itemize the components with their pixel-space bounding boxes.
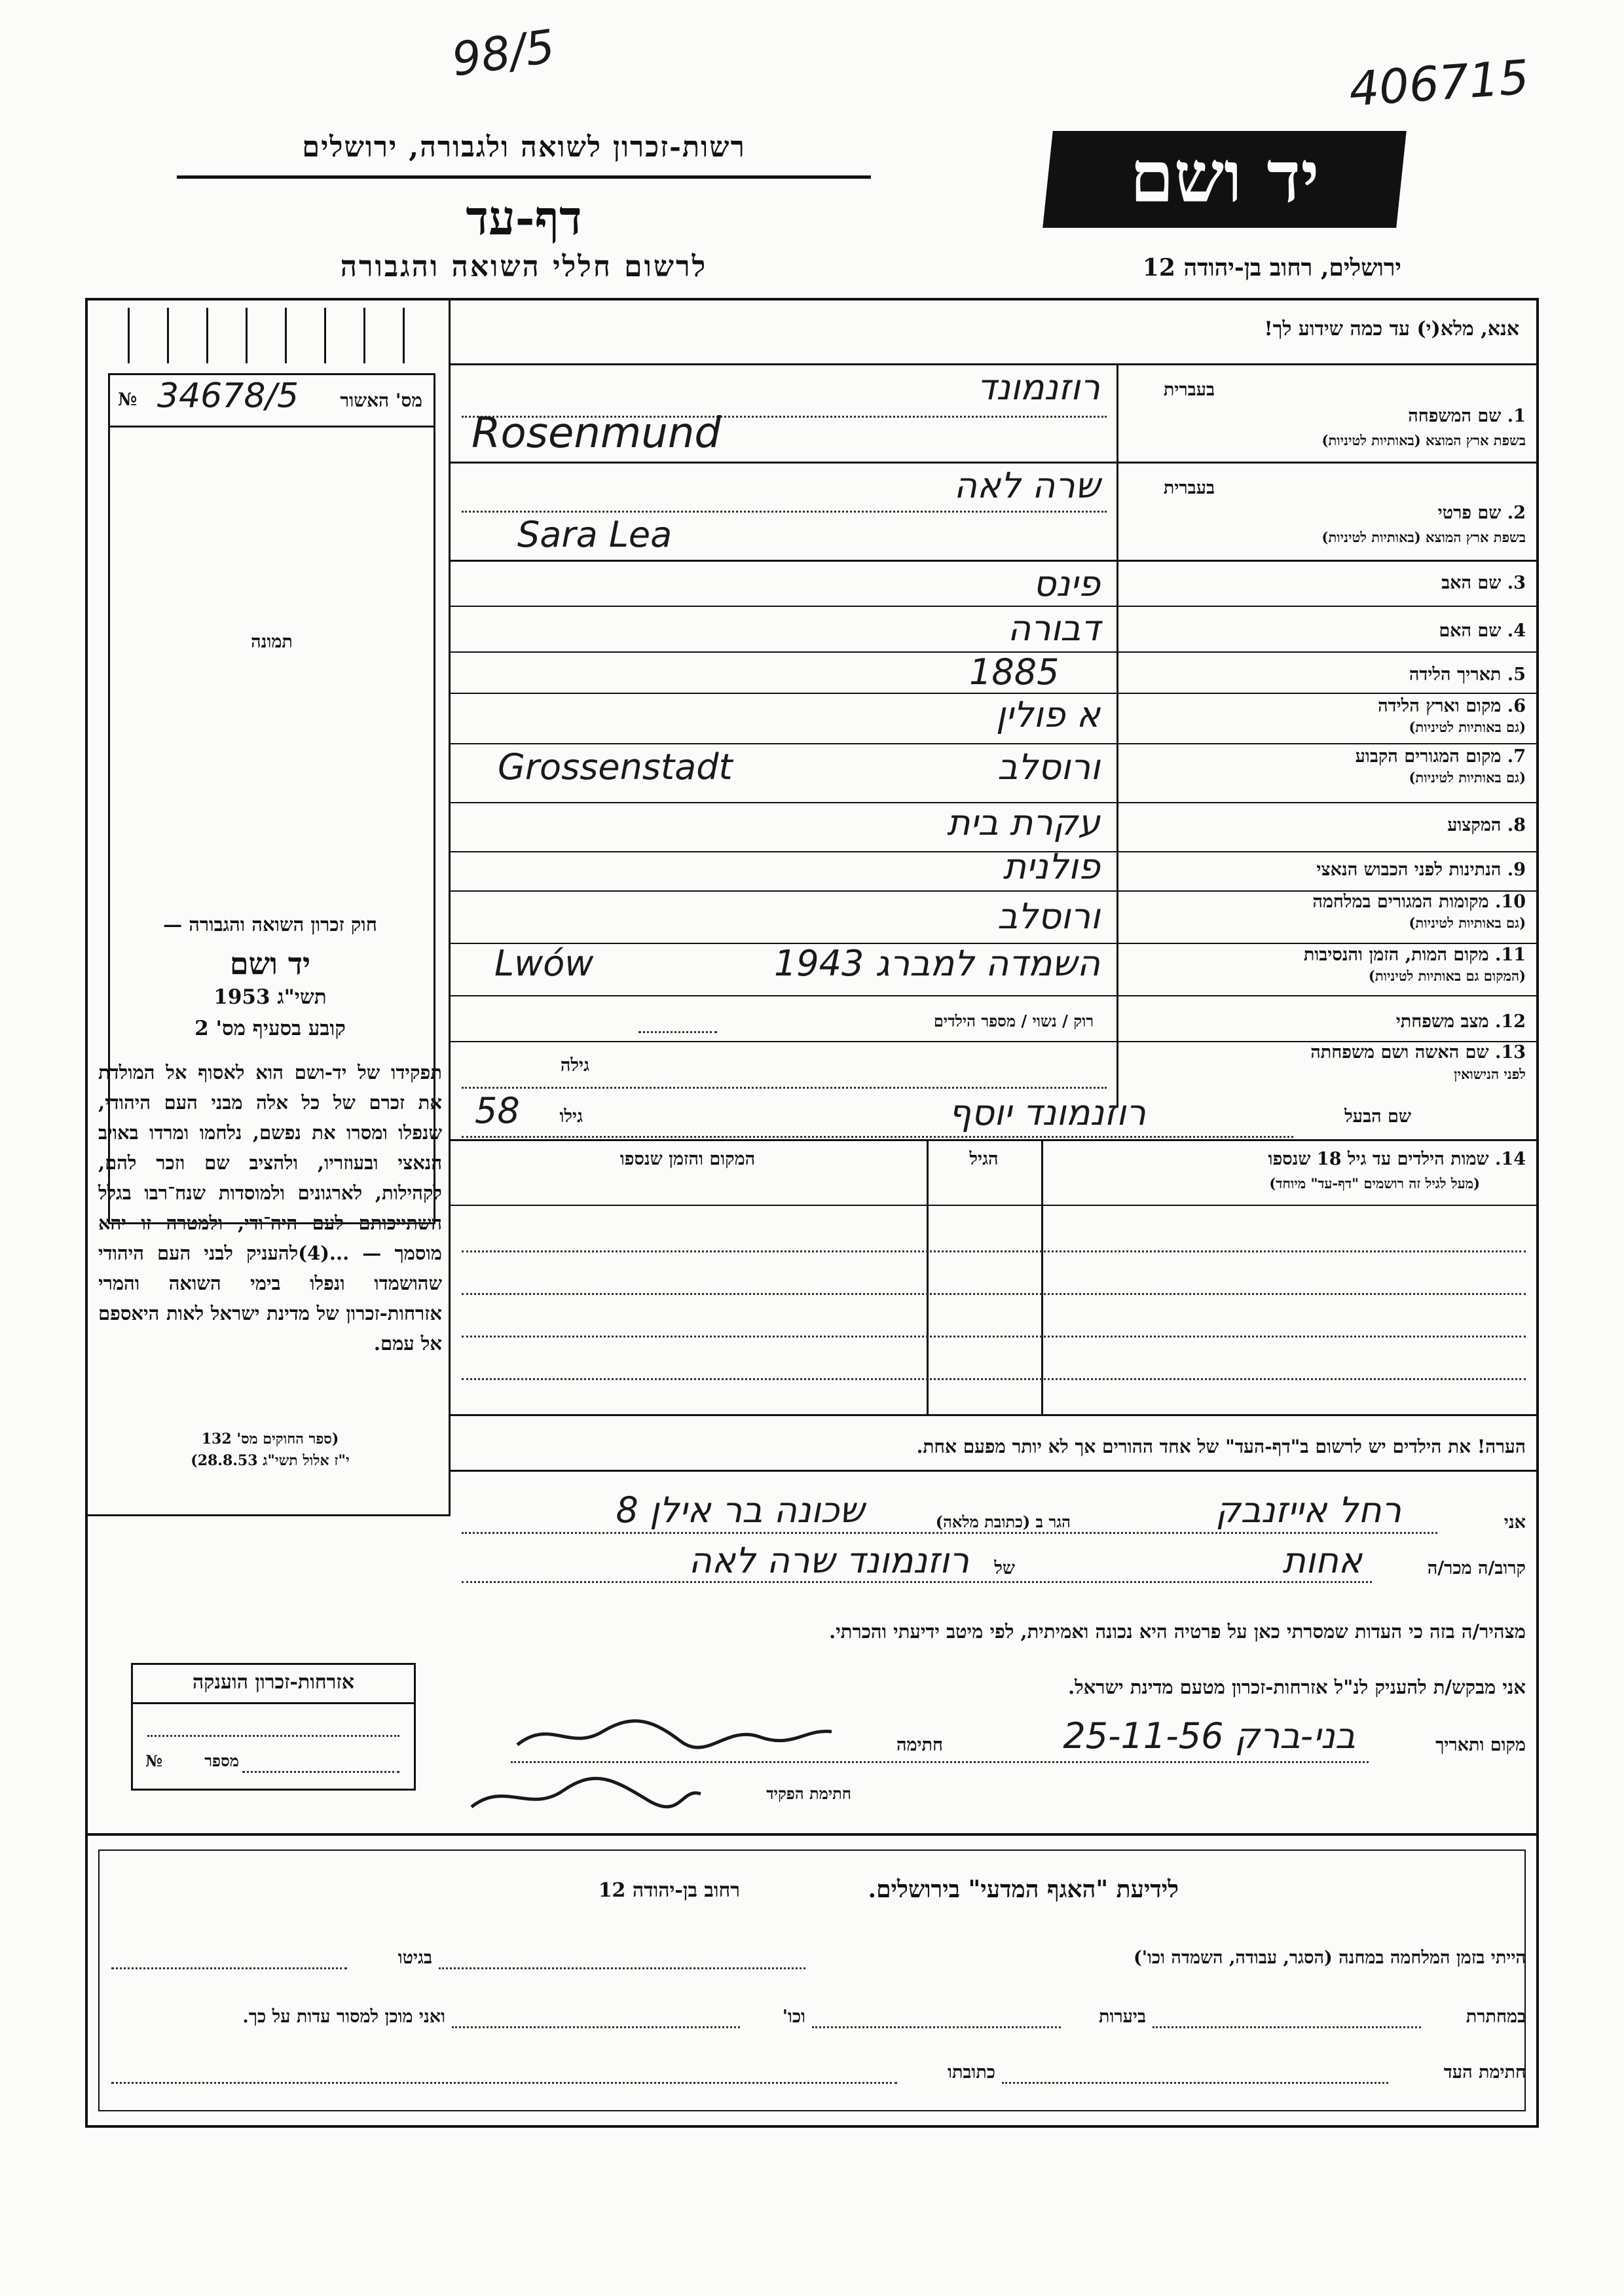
row1-rule bbox=[449, 462, 1539, 464]
footer-line1-end: בגיטו bbox=[397, 1948, 432, 1968]
first-name-hebrew[interactable]: שרה לאה bbox=[953, 465, 1100, 506]
row3-rule bbox=[449, 606, 1539, 607]
declarant-line bbox=[462, 1532, 1437, 1534]
footer-line2-c-fill[interactable] bbox=[452, 2026, 740, 2028]
footer-line2-c: וכו' bbox=[782, 2007, 805, 2027]
declarant-label: אני bbox=[1504, 1512, 1526, 1533]
law-source-1: (ספר החוקים מס' 132 bbox=[201, 1430, 339, 1448]
photo-label: תמונה bbox=[251, 632, 293, 652]
citizenship-line-1 bbox=[147, 1735, 399, 1737]
husband-name-line bbox=[462, 1136, 1293, 1138]
children-col-divider-2 bbox=[927, 1139, 929, 1414]
children-row-1 bbox=[462, 1250, 1526, 1252]
birth-place-value[interactable]: א פולין bbox=[995, 694, 1100, 735]
law-clause: קובע בסעיף מס' 2 bbox=[194, 1017, 346, 1040]
request-text: אני מבקש/ת להעניק לנ"ל אזרחות-זכרון מטעם מדינת ישראל. bbox=[1067, 1676, 1526, 1698]
children-label: 14. שמות הילדים עד גיל 18 שנספו bbox=[1268, 1149, 1526, 1169]
row11-rule bbox=[449, 995, 1539, 996]
mother-name-label: 4. שם האם bbox=[1439, 621, 1526, 641]
children-header-rule bbox=[449, 1205, 1539, 1206]
footer-line2-b-fill[interactable] bbox=[812, 2026, 1061, 2028]
footer-address: רחוב בן-יהודה 12 bbox=[598, 1879, 740, 1902]
form-intro: אנא, מלא(י) עד כמה שידוע לך! bbox=[1264, 318, 1519, 340]
official-signature-mark[interactable] bbox=[458, 1768, 707, 1820]
children-count-line bbox=[638, 1031, 717, 1033]
footer-line1-fill[interactable] bbox=[439, 1967, 805, 1969]
footer-line2-b: ביערות bbox=[1098, 2007, 1146, 2027]
relation-label: קרוב/ה מכר/ה bbox=[1427, 1558, 1526, 1578]
death-place-latin[interactable]: Lwów bbox=[494, 943, 594, 984]
row2-rule bbox=[449, 560, 1539, 562]
citizenship-before-label: 9. הנתינות לפני הכבוש הנאצי bbox=[1316, 860, 1526, 880]
marital-status-options: רוק / נשוי / מספר הילדים bbox=[933, 1011, 1094, 1030]
stamp-number: 98/5 bbox=[449, 19, 559, 87]
form-title: דף-עד bbox=[466, 190, 582, 246]
wife-name-line bbox=[462, 1087, 1107, 1089]
children-bottom-rule bbox=[449, 1414, 1539, 1416]
official-signature-label: חתימת הפקיד bbox=[766, 1784, 851, 1803]
signature-mark[interactable] bbox=[511, 1712, 838, 1758]
of-label: של bbox=[994, 1558, 1015, 1578]
place-date-label: מקום ותאריך bbox=[1435, 1735, 1526, 1755]
form-subtitle: לרשום חללי השואה והגבורה bbox=[340, 250, 708, 283]
wartime-residence-value[interactable]: ורוסלב bbox=[997, 896, 1100, 937]
signature-label: חתימה bbox=[896, 1735, 943, 1755]
declarant-name[interactable]: רחל אייזנבק bbox=[1215, 1489, 1401, 1531]
declaration-bottom-rule bbox=[85, 1833, 1539, 1836]
birth-date-label: 5. תאריך הלידה bbox=[1409, 665, 1526, 685]
relation-line bbox=[462, 1581, 1372, 1583]
footer-line2-a: במחתרת bbox=[1466, 2007, 1526, 2027]
family-name-label: 1. שם המשפחה bbox=[1408, 406, 1526, 426]
husband-name-label: שם הבעל bbox=[1344, 1106, 1411, 1127]
children-place-time-header: המקום והזמן שנספו bbox=[619, 1149, 756, 1169]
place-date-value[interactable]: בני-ברק 25-11-56 bbox=[1063, 1715, 1356, 1757]
children-row-3 bbox=[462, 1336, 1526, 1338]
top-ticks bbox=[108, 308, 422, 363]
note-rule bbox=[449, 1470, 1539, 1472]
first-name-in-hebrew-label: בעברית bbox=[1163, 478, 1215, 498]
citizenship-no-label: מספר bbox=[204, 1751, 239, 1770]
footer-line3-b: כתובתו bbox=[948, 2062, 995, 2083]
header-address: ירושלים, רחוב בן-יהודה 12 bbox=[1142, 254, 1401, 282]
father-name-label: 3. שם האב bbox=[1441, 573, 1526, 593]
law-year: תשי"ג 1953 bbox=[213, 985, 327, 1009]
husband-age-label: גילו bbox=[559, 1106, 583, 1127]
declaration-text: מצהיר/ה בזה כי העדות שמסרתי כאן על פרטיה היא נכונה ואמיתית, לפי מיטב ידיעתי והכרתי. bbox=[829, 1620, 1526, 1643]
mother-name-value[interactable]: דבורה bbox=[1007, 608, 1100, 649]
footer-title: לידיעת "האגף המדעי" בירושלים. bbox=[868, 1876, 1179, 1903]
citizenship-no-symbol: № bbox=[145, 1751, 163, 1770]
birth-place-label: 6. מקום וארץ הלידה bbox=[1378, 696, 1526, 716]
footer-line2-end: ואני מוכן למסור עדות על כך. bbox=[242, 2007, 445, 2027]
residence-latin[interactable]: Grossenstadt bbox=[498, 746, 733, 788]
wartime-residence-label: 10. מקומות המגורים במלחמה bbox=[1312, 892, 1526, 912]
first-name-label: 2. שם פרטי bbox=[1437, 503, 1526, 523]
children-row-4 bbox=[462, 1378, 1526, 1380]
registration-line bbox=[108, 426, 435, 428]
family-name-in-hebrew-label: בעברית bbox=[1163, 380, 1215, 400]
citizenship-rule bbox=[131, 1702, 416, 1704]
note-text: הערה! את הילדים יש לרשום ב"דף-העד" של אחד ההורים אך לא יותר מפעם אחת. bbox=[916, 1436, 1526, 1457]
birth-place-sub: (גם באותיות לטיניות) bbox=[1409, 719, 1526, 735]
law-source-2: י"ז אלול תשי"ג 28.8.53) bbox=[191, 1452, 350, 1469]
footer-line1-label: הייתי בזמן המלחמה במחנה (הסגר, עבודה, השמדה וכו') bbox=[1133, 1948, 1526, 1968]
registration-number[interactable]: 34678/5 bbox=[157, 376, 299, 416]
wife-name-sub: לפני הנישואין bbox=[1454, 1066, 1526, 1082]
death-place-sub: (המקום גם באותיות לטיניות) bbox=[1368, 968, 1526, 984]
citizenship-title: אזרחות-זכרון הוענקה bbox=[192, 1671, 355, 1694]
death-place-value[interactable]: השמדה למברג 1943 bbox=[773, 943, 1100, 984]
children-row-2 bbox=[462, 1293, 1526, 1295]
residence-label: 7. מקום המגורים הקבוע bbox=[1355, 746, 1526, 767]
of-value[interactable]: רוזנמונד שרה לאה bbox=[688, 1540, 969, 1581]
family-name-hebrew[interactable]: רוזנמונד bbox=[977, 367, 1100, 408]
children-col-divider-1 bbox=[1041, 1139, 1043, 1414]
law-text: תפקידו של יד-ושם הוא לאסוף אל המולדת את זכרם של כל אלה מבני העם היהודי, שנפלו ומסרו את נפשם, נלחמו ומרדו באויב הנאצי ובעוזריו, ולהציב שם וזכר להם, לקהילות, לארגונים ולמוסדות שנח־רבו בגלל השתייכותם לעם היה־ודי, ולמטרה זו יהא מוסמך — ...(4)להעניק לבני העם היהודי שהושמדו ונפלו בימי השואה והמרי אזרחות-זכרון של מדינת ישראל לאות היאספם אל עמם. bbox=[98, 1061, 442, 1355]
left-panel-bottom-rule bbox=[85, 1514, 451, 1516]
birth-date-value[interactable]: 1885 bbox=[969, 651, 1060, 693]
relation-value[interactable]: אחות bbox=[1282, 1540, 1362, 1581]
registration-no-symbol: № bbox=[118, 390, 138, 410]
wife-age-label: גילה bbox=[560, 1055, 589, 1076]
footer-line1-end-fill[interactable] bbox=[111, 1967, 347, 1969]
footer-line3-b-fill[interactable] bbox=[111, 2082, 897, 2084]
marital-status-label: 12. מצב משפחתי bbox=[1395, 1011, 1526, 1032]
row6-rule bbox=[449, 743, 1539, 744]
first-name-sub: בשפת ארץ המוצא (באותיות לטיניות) bbox=[1321, 529, 1526, 545]
wife-name-label: 13. שם האשה ושם משפחתה bbox=[1310, 1042, 1526, 1063]
husband-age-value[interactable]: 58 bbox=[475, 1090, 520, 1131]
resident-label: הגר ב (כתובת מלאה) bbox=[935, 1512, 1071, 1531]
family-name-latin[interactable]: Rosenmund bbox=[471, 409, 721, 458]
father-name-value[interactable]: פינס bbox=[1033, 563, 1100, 604]
citizenship-line-2 bbox=[242, 1771, 399, 1773]
residence-sub: (גם באותיות לטיניות) bbox=[1409, 769, 1526, 786]
death-place-label: 11. מקום המות, הזמן והנסיבות bbox=[1303, 945, 1526, 965]
children-sub: (מעל לגיל זה רושמים "דף-עד" מיוחד) bbox=[1269, 1175, 1480, 1192]
header-rule bbox=[177, 175, 871, 179]
children-age-header: הגיל bbox=[969, 1149, 999, 1169]
intro-rule bbox=[449, 363, 1539, 365]
declarant-address[interactable]: שכונה בר אילן 8 bbox=[616, 1489, 864, 1531]
first-name-latin[interactable]: Sara Lea bbox=[517, 514, 673, 555]
wartime-residence-sub: (גם באותיות לטיניות) bbox=[1409, 915, 1526, 931]
law-title: חוק זכרון השואה והגבורה — bbox=[163, 913, 377, 936]
family-name-sub: בשפת ארץ המוצא (באותיות לטיניות) bbox=[1321, 432, 1526, 448]
law-brand: יד ושם bbox=[229, 946, 311, 981]
first-name-hebrew-line bbox=[462, 511, 1107, 513]
org-name: רשות-זכרון לשואה ולגבורה, ירושלים bbox=[302, 131, 746, 164]
catalog-number: 406715 bbox=[1347, 49, 1531, 117]
residence-value[interactable]: ורוסלב bbox=[997, 746, 1100, 788]
citizenship-before-value[interactable]: פולנית bbox=[1003, 846, 1100, 887]
footer-line3-a: חתימת העד bbox=[1443, 2062, 1526, 2083]
logo-text: יד ושם bbox=[1130, 136, 1320, 219]
registration-label: מס' האשור bbox=[340, 390, 422, 411]
footer-line3-a-fill[interactable] bbox=[1002, 2082, 1388, 2084]
place-date-line bbox=[511, 1761, 1369, 1763]
profession-label: 8. המקצוע bbox=[1447, 815, 1526, 835]
footer-line2-a-fill[interactable] bbox=[1153, 2026, 1421, 2028]
row13-rule bbox=[449, 1139, 1539, 1141]
profession-value[interactable]: עקרת בית bbox=[946, 802, 1100, 843]
left-column-divider bbox=[449, 298, 451, 1516]
husband-name-value[interactable]: רוזנמונד יוסף bbox=[948, 1092, 1146, 1133]
